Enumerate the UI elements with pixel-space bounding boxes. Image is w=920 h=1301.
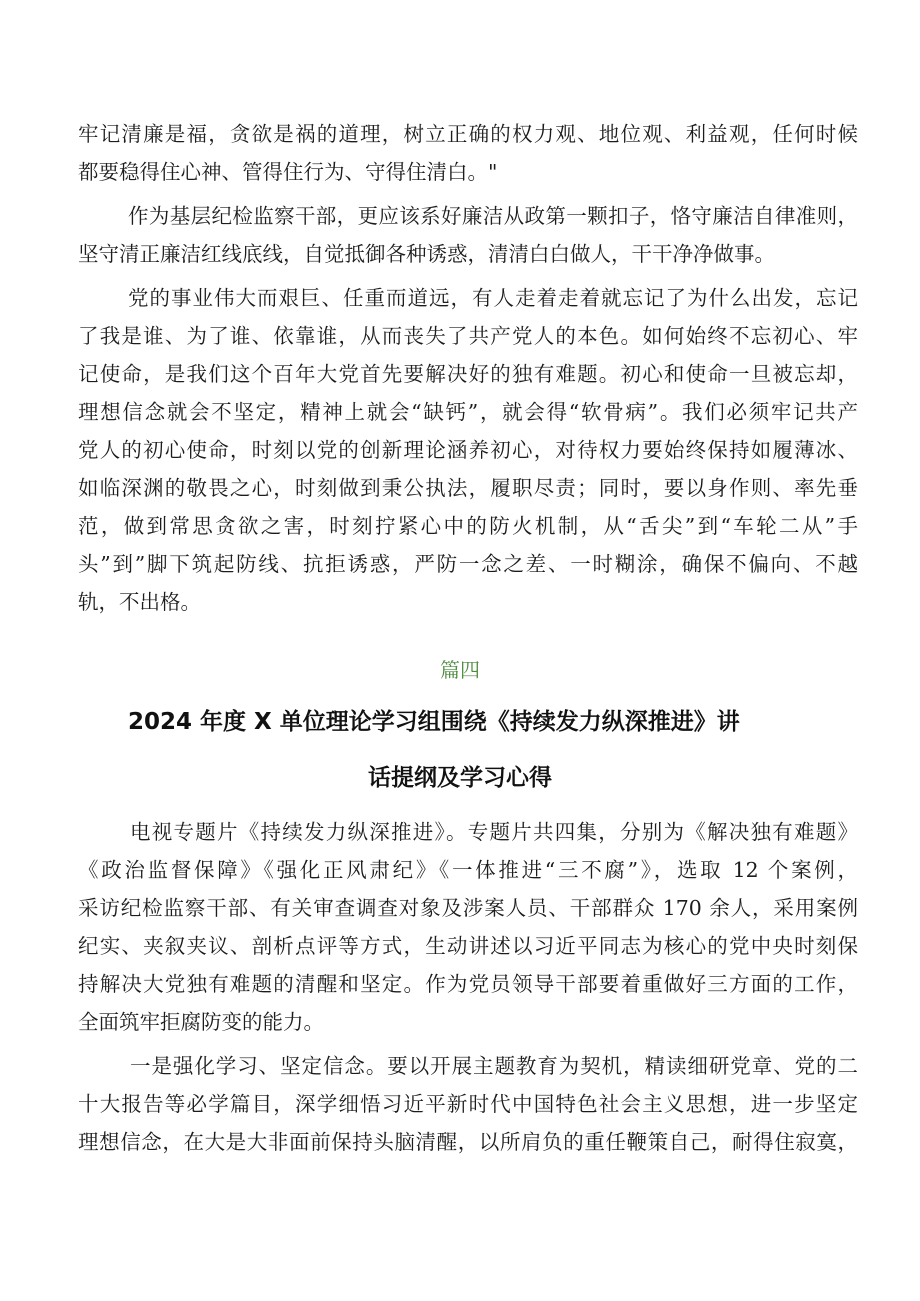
- paragraph-line: 范，做到常思贪欲之害，时刻拧紧心中的防火机制，从“舌尖”到“车轮二从”手: [78, 514, 858, 538]
- paragraph-line: 坚守清正廉洁红线底线，自觉抵御各种诱惑，清清白白做人，干干净净做事。: [78, 242, 775, 266]
- section-label: 篇四: [440, 658, 480, 682]
- text-line: 都要稳得住心神、管得住行为、守得住清白。": [78, 160, 498, 184]
- article-title-line1: 2024 年度 X 单位理论学习组围绕《持续发力纵深推进》讲: [128, 709, 740, 735]
- paragraph-line: 持解决大党独有难题的清醒和坚定。作为党员领导干部要着重做好三方面的工作，: [78, 972, 858, 996]
- paragraph-line: 如临深渊的敬畏之心，时刻做到秉公执法，履职尽责；同时，要以身作则、率先垂: [78, 476, 858, 500]
- paragraph-line: 电视专题片《持续发力纵深推进》。专题片共四集，分别为《解决独有难题》: [130, 820, 858, 844]
- paragraph-line: 理想信念，在大是大非面前保持头脑清醒，以所肩负的重任鞭策自己，耐得住寂寞，: [78, 1130, 858, 1154]
- article-title-line2: 话提纲及学习心得: [368, 765, 552, 791]
- paragraph-line: 了我是谁、为了谁、依靠谁，从而丧失了共产党人的本色。如何始终不忘初心、牢: [78, 324, 858, 348]
- paragraph-line: 《政治监督保障》《强化正风肃纪》《一体推进“三不腐”》，选取 12 个案例，: [78, 858, 858, 882]
- paragraph-line: 一是强化学习、坚定信念。要以开展主题教育为契机，精读细研党章、党的二: [130, 1054, 858, 1078]
- paragraph-line: 头”到”脚下筑起防线、抗拒诱惑，严防一念之差、一时糊涂，确保不偏向、不越: [78, 552, 858, 576]
- paragraph-line: 党的事业伟大而艰巨、任重而道远，有人走着走着就忘记了为什么出发，忘记: [128, 286, 858, 310]
- paragraph-line: 理想信念就会不坚定，精神上就会“缺钙”，就会得“软骨病”。我们必须牢记共产: [78, 400, 858, 424]
- paragraph-line: 十大报告等必学篇目，深学细悟习近平新时代中国特色社会主义思想，进一步坚定: [78, 1092, 858, 1116]
- paragraph-line: 全面筑牢拒腐防变的能力。: [78, 1010, 324, 1034]
- paragraph-line: 记使命，是我们这个百年大党首先要解决好的独有难题。初心和使命一旦被忘却，: [78, 362, 858, 386]
- paragraph-line: 党人的初心使命，时刻以党的创新理论涵养初心，对待权力要始终保持如履薄冰、: [78, 438, 858, 462]
- paragraph-line: 作为基层纪检监察干部，更应该系好廉洁从政第一颗扣子，恪守廉洁自律准则，: [128, 204, 858, 228]
- paragraph-line: 轨，不出格。: [78, 590, 201, 614]
- paragraph-line: 纪实、夹叙夹议、剖析点评等方式，生动讲述以习近平同志为核心的党中央时刻保: [78, 934, 858, 958]
- text-line: 牢记清廉是福，贪欲是祸的道理，树立正确的权力观、地位观、利益观，任何时候: [78, 122, 858, 146]
- paragraph-line: 采访纪检监察干部、有关审查调查对象及涉案人员、干部群众 170 余人，采用案例: [78, 896, 858, 920]
